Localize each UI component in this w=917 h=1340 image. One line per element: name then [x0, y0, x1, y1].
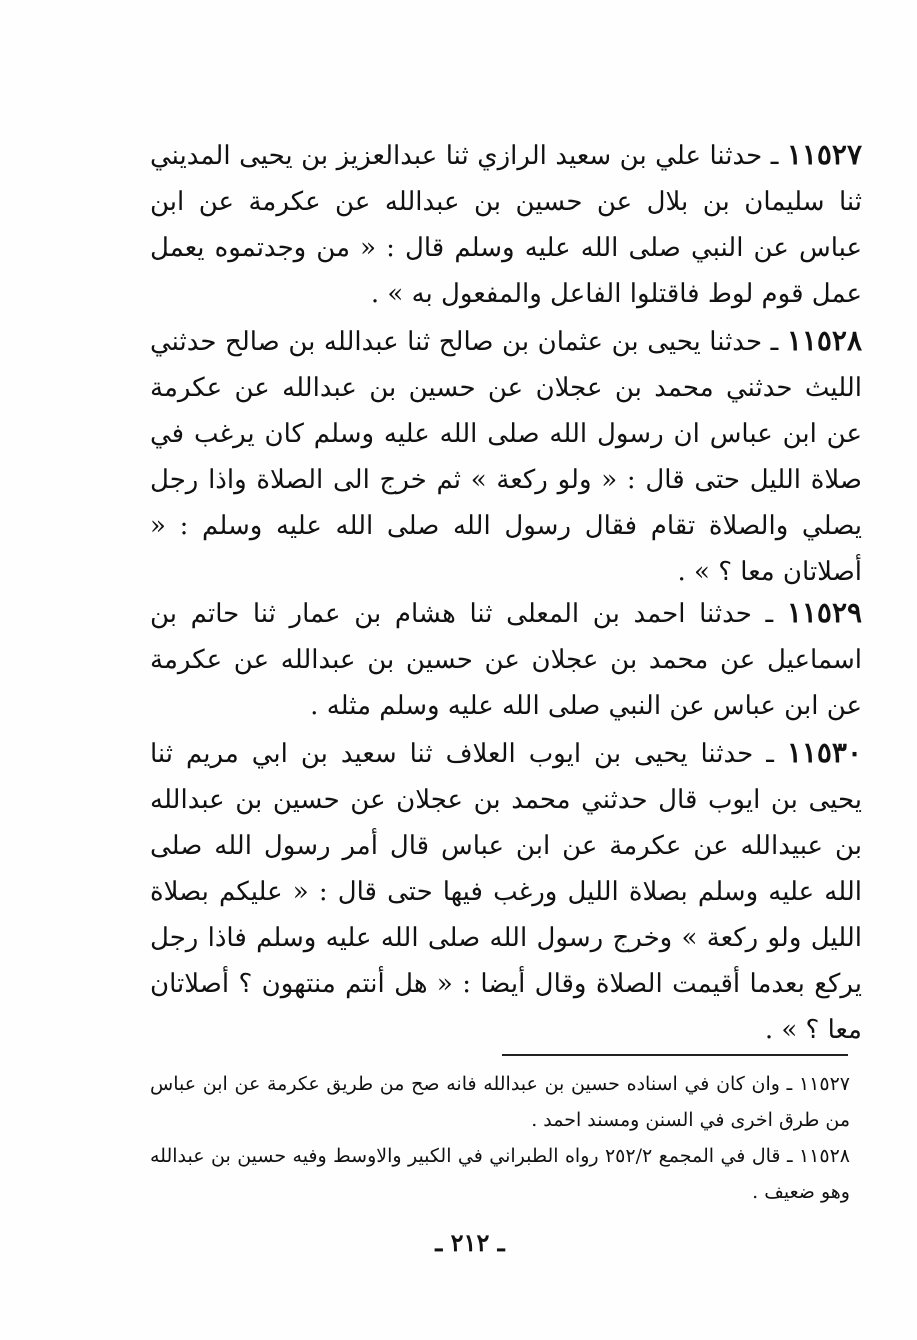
- hadith-paragraph: [150, 318, 862, 595]
- footnote-paragraph: [150, 1138, 850, 1210]
- dash-separator: ـ: [766, 739, 774, 769]
- hadith-entry: [150, 132, 862, 317]
- footnote: [150, 1066, 850, 1138]
- hadith-number: ١١٥٢٨: [786, 324, 863, 357]
- hadith-text: حدثنا يحيى بن عثمان بن صالح ثنا عبدالله بن صالح حدثني الليث حدثني محمد بن عجلان عن حسين بن عبدالله عن عكرمة عن ابن عباس ان رسول الله صلى الله عليه وسلم كان يرغب في صلاة الليل حتى قال : « ولو ركعة » ثم خرج الى الصلاة واذا رجل يصلي والصلاة تقام فقال رسول الله صلى الله عليه وسلم : « أصلاتان معا ؟ » .: [150, 327, 862, 587]
- footnote-divider: [502, 1054, 848, 1056]
- hadith-number: ١١٥٢٧: [786, 138, 863, 171]
- dash-separator: ـ: [770, 141, 779, 171]
- hadith-text: حدثنا يحيى بن ايوب العلاف ثنا سعيد بن ابي مريم ثنا يحيى بن ايوب قال حدثني محمد بن عجلان عن حسين بن عبدالله بن عبيدالله عن عكرمة عن ابن عباس قال أمر رسول الله صلى الله عليه وسلم بصلاة الليل ورغب فيها حتى قال : « عليكم بصلاة الليل ولو ركعة » وخرج رسول الله صلى الله عليه وسلم فاذا رجل يركع بعدما أقيمت الصلاة وقال أيضا : « هل أنتم منتهون ؟ أصلاتان معا ؟ » .: [150, 739, 862, 1045]
- footnote-text: قال في المجمع ٢٥٢/٢ رواه الطبراني في الكبير والاوسط وفيه حسين بن عبدالله وهو ضعيف .: [150, 1145, 850, 1203]
- dash-separator: ـ: [765, 599, 774, 629]
- hadith-entry: [150, 318, 862, 595]
- footnote-number: ١١٥٢٨: [798, 1145, 850, 1167]
- hadith-text: حدثنا علي بن سعيد الرازي ثنا عبدالعزيز بن يحيى المديني ثنا سليمان بن بلال عن حسين بن عبدالله عن عكرمة عن ابن عباس عن النبي صلى الله عليه وسلم قال : « من وجدتموه يعمل عمل قوم لوط فاقتلوا الفاعل والمفعول به » .: [150, 141, 862, 309]
- hadith-paragraph: [150, 590, 862, 729]
- dash-separator: ـ: [786, 1073, 793, 1095]
- footnote-number: ١١٥٢٧: [798, 1073, 850, 1095]
- hadith-number: ١١٥٢٩: [786, 596, 863, 629]
- footnote: [150, 1138, 850, 1210]
- dash-separator: ـ: [770, 327, 779, 357]
- hadith-text: حدثنا احمد بن المعلى ثنا هشام بن عمار ثنا حاتم بن اسماعيل عن محمد بن عجلان عن حسين بن عبدالله عن عكرمة عن ابن عباس عن النبي صلى الله عليه وسلم مثله .: [150, 599, 862, 721]
- dash-separator: ـ: [786, 1145, 793, 1167]
- hadith-entry: [150, 590, 862, 729]
- page-number: ـ ٢١٢ ـ: [435, 1228, 505, 1257]
- footnote-paragraph: [150, 1066, 850, 1138]
- hadith-paragraph: [150, 132, 862, 317]
- hadith-paragraph: [150, 730, 862, 1053]
- hadith-entry: [150, 730, 862, 1053]
- hadith-number: ١١٥٣٠: [786, 736, 863, 769]
- footnote-text: وان كان في اسناده حسين بن عبدالله فانه صح من طريق عكرمة عن ابن عباس من طرق اخرى في السنن ومسند احمد .: [150, 1073, 850, 1131]
